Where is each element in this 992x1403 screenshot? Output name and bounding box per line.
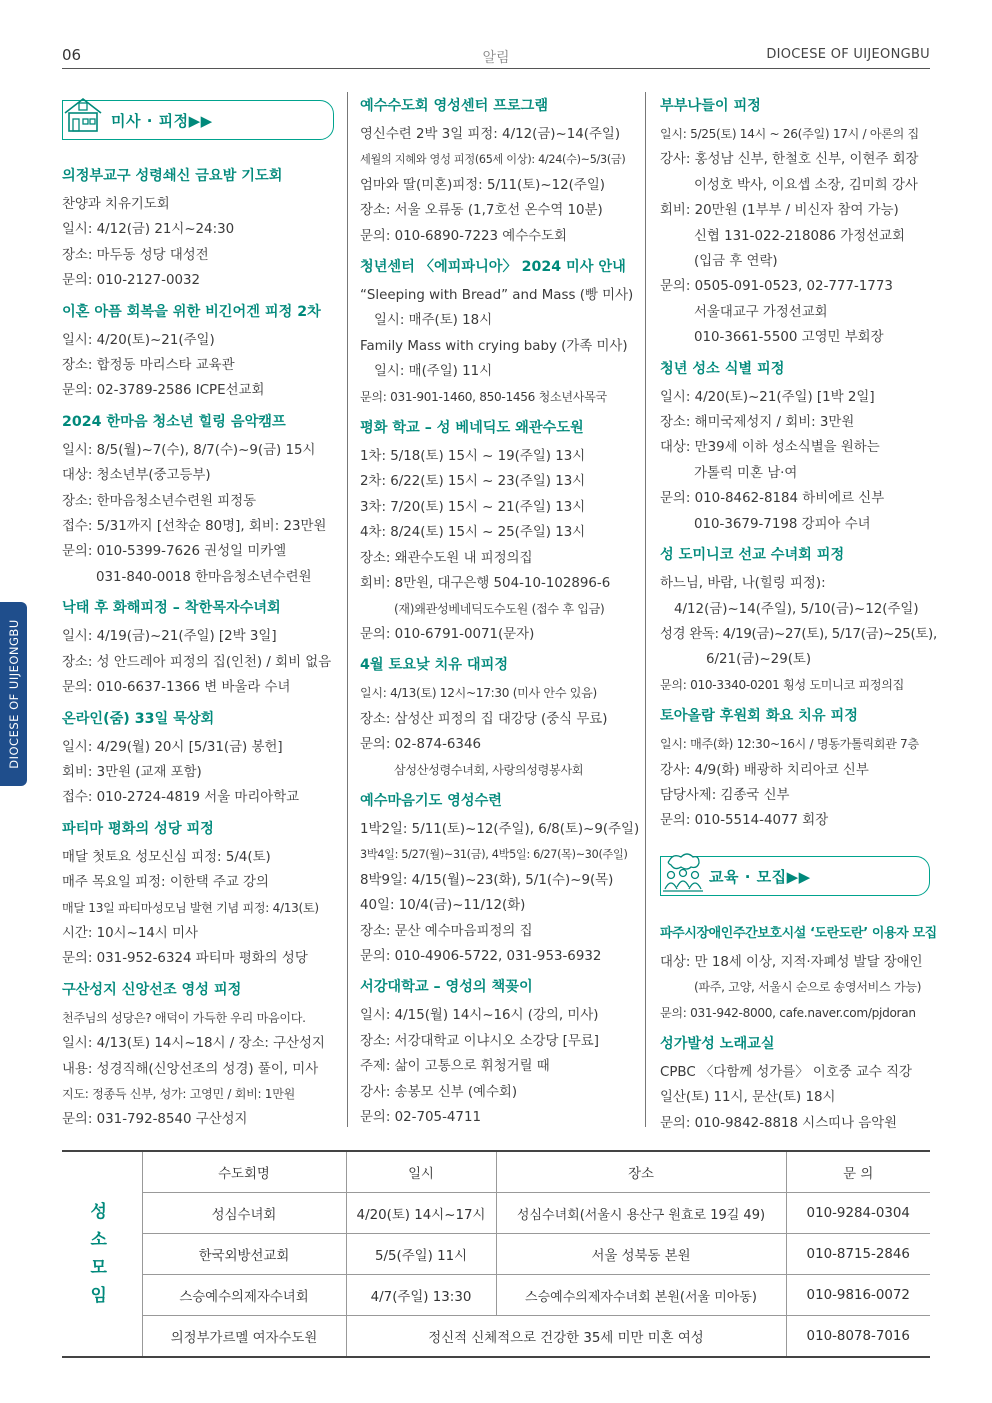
table-cell: 스승예수의제자수녀회 — [142, 1275, 346, 1316]
table-cell: 010-9284-0304 — [786, 1193, 930, 1234]
event-line: 문의: 010-5399-7626 권성일 미카엘 — [62, 544, 287, 560]
event-line: 일시: 4/13(토) 14시~18시 / 장소: 구산성지 — [62, 1036, 325, 1052]
event-line: 문의: 031-792-8540 구산성지 — [62, 1112, 248, 1128]
event-block — [660, 1034, 932, 1136]
table-row — [62, 1193, 930, 1234]
section-title: 알림 — [482, 50, 510, 66]
event-line: 문의: 010-6791-0071(문자) — [360, 626, 535, 642]
event-line: 031-840-0018 한마음청소년수련원 — [96, 569, 312, 585]
event-line: 문의: 02-3789-2586 ICPE선교회 — [62, 383, 265, 399]
table-cell: 010-8715-2846 — [786, 1234, 930, 1275]
event-line: 일시: 4/19(금)~21(주일) [2박 3일] — [62, 629, 277, 645]
table-cell: 4/20(토) 14시~17시 — [346, 1193, 496, 1234]
event-line: 문의: 010-2127-0032 — [62, 273, 201, 289]
event-line: 2차: 6/22(토) 15시 ~ 23(주일) 13시 — [360, 474, 586, 490]
table-header: 일시 — [346, 1151, 496, 1193]
event-line: 일시: 매주(토) 18시 — [374, 313, 493, 329]
event-line: 장소: 한마음청소년수련원 피정동 — [62, 493, 257, 509]
event-title: 부부나들이 피정 — [660, 98, 761, 114]
event-line: 문의: 010-4906-5722, 031-953-6932 — [360, 948, 602, 964]
event-title: 파티마 평화의 성당 피정 — [62, 820, 214, 837]
event-line: 대상: 만 18세 이상, 지적·자폐성 발달 장애인 — [660, 954, 923, 970]
event-title: 2024 한마음 청소년 힐링 음악캠프 — [62, 413, 286, 430]
event-line: 담당사제: 김종국 신부 — [660, 787, 790, 803]
event-line: 010-3661-5500 고영민 부회장 — [694, 330, 884, 346]
event-block — [360, 655, 636, 783]
event-line: 3박4일: 5/27(월)~31(금), 4박5일: 6/27(목)~30(주일) — [360, 848, 628, 862]
event-line: 1박2일: 5/11(토)~12(주일), 6/8(토)~9(주일) — [360, 821, 640, 837]
event-line: 가톨릭 미혼 남·여 — [694, 465, 798, 481]
event-title: 낙태 후 화해피정 – 착한목자수녀회 — [62, 600, 281, 617]
event-line: (파주, 고양, 서울시 순으로 송영서비스 가능) — [694, 980, 922, 995]
event-line: 강사: 홍성남 신부, 한철호 신부, 이현주 회장 — [660, 152, 919, 168]
event-title: 청년 성소 식별 피정 — [660, 360, 785, 377]
table-cell: 성심수녀회 — [142, 1193, 346, 1234]
event-title: 의정부교구 성령쇄신 금요밤 기도회 — [62, 168, 283, 184]
table-cell: 4/7(주일) 13:30 — [346, 1275, 496, 1316]
event-line: 문의: 010-8462-8184 하비에르 신부 — [660, 491, 885, 507]
event-line: 일산(토) 11시, 문산(토) 18시 — [660, 1090, 836, 1106]
event-block — [660, 706, 932, 834]
event-block — [660, 924, 937, 1026]
event-line: 1차: 5/18(토) 15시 ~ 19(주일) 13시 — [360, 449, 586, 465]
event-line: 문의: 031-952-6324 파티마 평화의 성당 — [62, 951, 308, 967]
event-line: 장소: 마두동 성당 대성전 — [62, 247, 209, 263]
event-line: 접수: 010-2724-4819 서울 마리아학교 — [62, 790, 300, 806]
table-cell: 정신적 신체적으로 건강한 35세 미만 미혼 여성 — [346, 1316, 786, 1358]
event-line: 영신수련 2박 3일 피정: 4/12(금)~14(주일) — [360, 127, 621, 142]
event-line: 장소: 서울 오류동 (1,7호선 온수역 10분) — [360, 203, 603, 219]
event-line: 신협 131-022-218086 가정선교회 — [694, 228, 905, 244]
event-line: 일시: 4/29(월) 20시 [5/31(금) 봉헌] — [62, 739, 283, 755]
event-line: 일시: 4/12(금) 21시~24:30 — [62, 222, 235, 238]
event-block — [62, 412, 338, 590]
event-line: 대상: 청소년부(중고등부) — [62, 468, 211, 484]
event-line: 8박9일: 4/15(월)~23(화), 5/1(수)~9(목) — [360, 872, 614, 888]
event-line: 장소: 삼성산 피정의 집 대강당 (중식 무료) — [360, 711, 608, 727]
event-line: 장소: 해미국제성지 / 회비: 3만원 — [660, 415, 855, 431]
table-cell: 한국외방선교회 — [142, 1234, 346, 1275]
column-left — [62, 90, 338, 1133]
event-line: 회비: 8만원, 대구은행 504-10-102896-6 — [360, 576, 611, 592]
category-box-education-recruitment — [660, 856, 930, 896]
event-line: Family Mass with crying baby (가족 미사) — [360, 338, 628, 354]
category-title: 교육 · 모집▶▶ — [709, 867, 811, 886]
event-block — [360, 418, 636, 647]
event-line: 이성호 박사, 이요셉 소장, 김미희 강사 — [694, 177, 918, 193]
table-cell: 5/5(주일) 11시 — [346, 1234, 496, 1275]
event-line: 장소: 왜관수도원 내 피정의집 — [360, 550, 533, 566]
event-title: 파주시장애인주간보호시설 ‘도란도란’ 이용자 모집 — [660, 925, 937, 941]
event-block — [62, 166, 338, 294]
event-line: 4/12(금)~14(주일), 5/10(금)~12(주일) — [674, 601, 919, 617]
table-header: 장소 — [496, 1151, 786, 1193]
event-line: 강사: 4/9(화) 배광하 치리아코 신부 — [660, 762, 869, 778]
event-line: 천주님의 성당은? 애덕이 가득한 우리 마음이다. — [62, 1010, 306, 1025]
event-block — [62, 980, 338, 1133]
event-line: (재)왜관성베네딕도수도원 (접수 후 입금) — [394, 601, 605, 616]
column-middle — [360, 96, 640, 1130]
event-line: 문의: 02-705-4711 — [360, 1110, 481, 1125]
diocese-name: DIOCESE OF UIJEONGBU — [766, 47, 930, 62]
page-header — [62, 44, 930, 69]
table-header-row — [62, 1151, 930, 1193]
event-line: 찬양과 치유기도회 — [62, 197, 170, 212]
event-line: 엄마와 딸(미혼)피정: 5/11(토)~12(주일) — [360, 177, 605, 193]
event-line: 일시: 4/13(토) 12시~17:30 (미사 안수 있음) — [360, 686, 597, 701]
event-line: 대상: 만39세 이하 성소식별을 원하는 — [660, 440, 880, 456]
event-title: 토아올람 후원회 화요 치유 피정 — [660, 708, 858, 725]
event-line: 문의: 0505-091-0523, 02-777-1773 — [660, 279, 893, 295]
column-divider — [645, 92, 646, 1127]
event-line: 회비: 3만원 (교재 포함) — [62, 764, 202, 780]
event-block — [62, 819, 338, 972]
event-line: 매달 첫토요 성모신심 피정: 5/4(토) — [62, 849, 271, 865]
column-right — [660, 96, 937, 1136]
event-line: 매달 13일 파티마성모님 발현 기념 피정: 4/13(토) — [62, 900, 319, 915]
event-line: 시간: 10시~14시 미사 — [62, 925, 198, 941]
event-line: 장소: 성 안드레아 피정의 집(인천) / 회비 없음 — [62, 654, 332, 670]
page-number: 06 — [62, 46, 82, 64]
column-divider — [347, 92, 348, 1127]
vocation-meeting-table — [62, 1150, 930, 1358]
table-cell: 010-9816-0072 — [786, 1275, 930, 1316]
event-line: 일시: 매주(화) 12:30~16시 / 명동가톨릭회관 7층 — [660, 737, 919, 752]
event-block — [360, 96, 636, 249]
event-line: 일시: 5/25(토) 14시 ~ 26(주일) 17시 / 아론의 집 — [660, 127, 919, 141]
event-block — [360, 977, 636, 1130]
event-line: 문의: 031-901-1460, 850-1456 청소년사목국 — [360, 389, 607, 404]
event-block — [360, 257, 636, 410]
event-line: 문의: 010-6890-7223 예수수도회 — [360, 228, 567, 244]
event-block — [660, 545, 937, 698]
event-line: 접수: 5/31까지 [선착순 80명], 회비: 23만원 — [62, 519, 327, 535]
table-cell: 성심수녀회(서울시 용산구 원효로 19길 49) — [496, 1193, 786, 1234]
event-title: 이혼 아픔 회복을 위한 비긴어겐 피정 2차 — [62, 303, 321, 320]
event-line: 일시: 4/20(토)~21(주일) [1박 2일] — [660, 389, 875, 405]
event-line: 매주 목요일 피정: 이한택 주교 강의 — [62, 875, 269, 891]
table-cell: 서울 성북동 본원 — [496, 1234, 786, 1275]
event-line: CPBC 〈다함께 성가를〉 이호중 교수 직강 — [660, 1064, 912, 1080]
side-tab-label: DIOCESE OF UIJEONGBU — [6, 619, 21, 769]
event-block — [660, 96, 932, 351]
table-cell: 스승예수의제자수녀회 본원(서울 미아동) — [496, 1275, 786, 1316]
event-line: 세월의 지혜와 영성 피정(65세 이상): 4/24(수)~5/3(금) — [360, 153, 626, 167]
event-line: 하느님, 바람, 나(힐링 피정): — [660, 576, 826, 592]
event-line: 문의: 010-5514-4077 회장 — [660, 813, 829, 829]
event-title: 서강대학교 – 영성의 책꽂이 — [360, 979, 533, 996]
table-header: 수도회명 — [142, 1151, 346, 1193]
event-line: 서울대교구 가정선교회 — [694, 304, 828, 320]
event-line: 장소: 서강대학교 이냐시오 소강당 [무료] — [360, 1033, 599, 1049]
event-line: 강사: 송봉모 신부 (예수회) — [360, 1084, 518, 1100]
side-tab — [0, 602, 27, 786]
table-row — [62, 1234, 930, 1275]
event-line: 일시: 매(주일) 11시 — [374, 364, 493, 380]
event-title: 4월 토요낮 치유 대피정 — [360, 657, 509, 674]
table-row — [62, 1316, 930, 1358]
event-line: (입금 후 연락) — [694, 254, 778, 270]
event-line: 주제: 삶이 고통으로 휘청거릴 때 — [360, 1059, 550, 1075]
table-cell: 의정부가르멜 여자수도원 — [142, 1316, 346, 1358]
event-title: 성 도미니코 선교 수녀회 피정 — [660, 547, 845, 564]
event-title: 구산성지 신앙선조 영성 피정 — [62, 981, 242, 998]
event-line: 삼성산성령수녀회, 사랑의성령봉사회 — [394, 762, 584, 777]
event-title: 예수수도회 영성센터 프로그램 — [360, 98, 549, 114]
event-line: 40일: 10/4(금)~11/12(화) — [360, 898, 526, 914]
event-line: 문의: 010-9842-8818 시스띠나 음악원 — [660, 1115, 898, 1131]
event-title: 평화 학교 – 성 베네딕도 왜관수도원 — [360, 420, 584, 437]
category-box-mass-retreat — [62, 100, 334, 140]
event-line: 문의: 010-3340-0201 횡성 도미니코 피정의집 — [660, 677, 905, 692]
event-line: 6/21(금)~29(토) — [706, 652, 812, 668]
event-line: “Sleeping with Bread” and Mass (빵 미사) — [360, 288, 634, 304]
event-line: 문의: 031-942-8000, cafe.naver.com/pjdoran — [660, 1005, 916, 1020]
event-block — [62, 598, 338, 700]
house-icon — [61, 95, 107, 135]
event-line: 문의: 02-874-6346 — [360, 737, 481, 753]
event-block — [62, 302, 338, 404]
event-title: 예수마음기도 영성수련 — [360, 792, 502, 809]
event-line: 4차: 8/24(토) 15시 ~ 25(주일) 13시 — [360, 525, 586, 541]
people-icon — [659, 851, 707, 895]
event-line: 성경 완독: 4/19(금)~27(토), 5/17(금)~25(토), — [660, 626, 937, 642]
event-block — [660, 359, 932, 537]
event-line: 회비: 20만원 (1부부 / 비신자 참여 가능) — [660, 203, 899, 219]
table-row — [62, 1275, 930, 1316]
event-line: 지도: 정종득 신부, 성가: 고영민 / 회비: 1만원 — [62, 1086, 295, 1101]
event-line: 문의: 010-6637-1366 변 바울라 수녀 — [62, 680, 291, 696]
category-title: 미사 · 피정▶▶ — [111, 112, 213, 130]
table-cell: 010-8078-7016 — [786, 1316, 930, 1358]
event-line: 내용: 성경직해(신앙선조의 성경) 풀이, 미사 — [62, 1061, 319, 1077]
event-line: 일시: 4/20(토)~21(주일) — [62, 332, 215, 348]
table-header: 문 의 — [786, 1151, 930, 1193]
event-block — [360, 791, 640, 969]
event-line: 일시: 8/5(월)~7(수), 8/7(수)~9(금) 15시 — [62, 442, 316, 458]
event-block — [62, 709, 338, 811]
event-title: 온라인(줌) 33일 묵상회 — [62, 710, 215, 727]
event-title: 청년센터 〈에피파니아〉 2024 미사 안내 — [360, 259, 626, 276]
table-group-label: 성 소 모 임 — [62, 1151, 142, 1357]
event-line: 3차: 7/20(토) 15시 ~ 21(주일) 13시 — [360, 499, 586, 515]
event-line: 일시: 4/15(월) 14시~16시 (강의, 미사) — [360, 1008, 599, 1024]
event-line: 장소: 문산 예수마음피정의 집 — [360, 923, 533, 939]
event-line: 010-3679-7198 강피아 수녀 — [694, 516, 871, 532]
event-line: 장소: 합정동 마리스타 교육관 — [62, 358, 235, 374]
event-title: 성가발성 노래교실 — [660, 1035, 775, 1052]
